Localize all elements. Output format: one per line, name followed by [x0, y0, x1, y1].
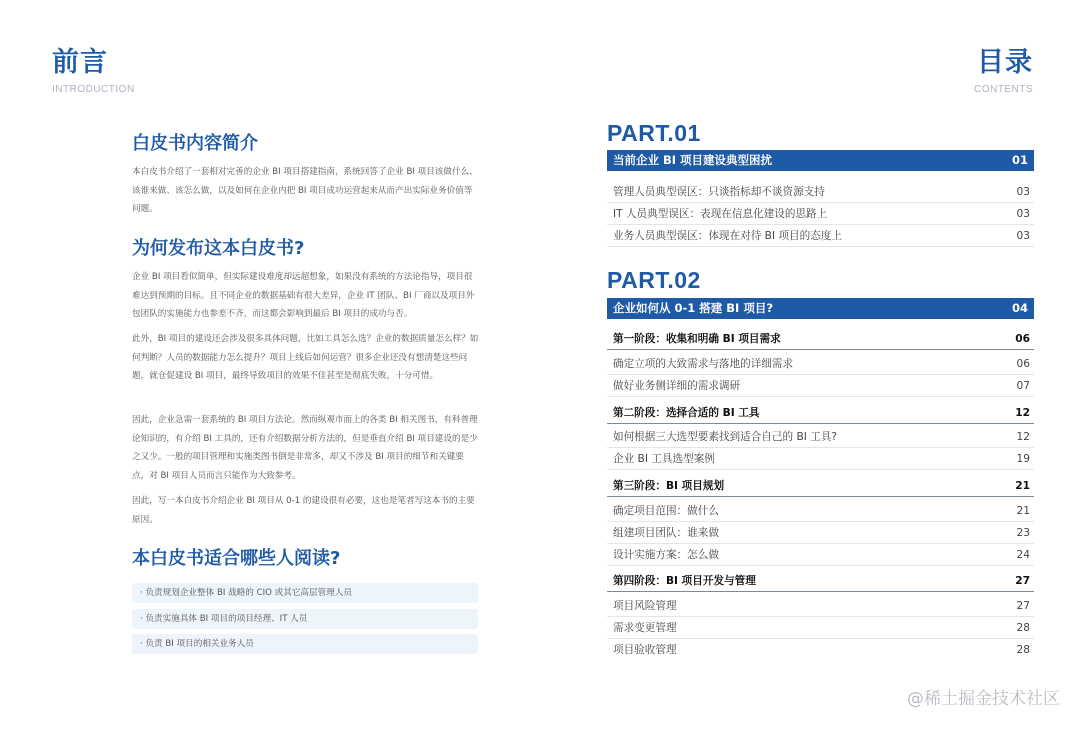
toc-entry-page: 12	[1016, 431, 1030, 443]
toc-entry-page: 07	[1016, 380, 1030, 392]
toc-entry[interactable]	[607, 203, 1034, 225]
toc-entry[interactable]	[607, 375, 1034, 397]
why-paragraph-4: 因此，写一本白皮书介绍企业 BI 项目从 0-1 的建设很有必要，这也是笔者写这本书的主要原因。	[132, 496, 475, 525]
toc-stage-page: 06	[1015, 333, 1030, 345]
contents-header-subtitle: CONTENTS	[974, 84, 1033, 95]
toc-stage[interactable]	[607, 328, 1034, 350]
toc-entry-title: 业务人员典型误区：体现在对待 BI 项目的态度上	[613, 230, 843, 242]
toc-stage-page: 12	[1015, 407, 1030, 419]
toc-entry-title: 组建项目团队：谁来做	[613, 527, 719, 539]
toc-entry-page: 24	[1016, 549, 1030, 561]
toc-entry-page: 21	[1016, 505, 1030, 517]
toc-part-bar[interactable]	[607, 150, 1034, 171]
why-paragraph-3: 因此，企业急需一套系统的 BI 项目方法论。然而纵观市面上的各类 BI 相关图书，有科普理论知识的，有介绍 BI 工具的，还有介绍数据分析方法的，但是垂直介绍 BI 项目建设的是少之又少。一般的项目管理和实施类图书倒是非常多，却又不涉及 BI 项目的细节和关键要点，对 BI 项目人员而言只能作为大致参考。	[132, 415, 478, 481]
toc-stage-title: 第二阶段：选择合适的 BI 工具	[613, 407, 760, 419]
toc-stage[interactable]	[607, 402, 1034, 424]
toc-entry-title: 设计实施方案：怎么做	[613, 549, 719, 561]
toc-entry-title: 确定立项的大致需求与落地的详细需求	[613, 358, 794, 370]
contents-header-title: 目录	[977, 47, 1033, 78]
toc-entry[interactable]	[607, 544, 1034, 566]
intro-header-title: 前言	[52, 47, 108, 78]
section-title-overview: 白皮书内容简介	[132, 133, 258, 154]
toc-stage-title: 第四阶段：BI 项目开发与管理	[613, 575, 756, 587]
toc-entry-title: 项目验收管理	[613, 644, 677, 656]
section-title-audience: 本白皮书适合哪些人阅读?	[132, 548, 341, 569]
toc-entry-title: 需求变更管理	[613, 622, 677, 634]
toc-part-title: 企业如何从 0-1 搭建 BI 项目?	[613, 301, 774, 315]
toc-entry-page: 28	[1016, 622, 1030, 634]
overview-paragraph: 本白皮书介绍了一套相对完善的企业 BI 项目搭建指南，系统回答了企业 BI 项目该做什么、该谁来做、该怎么做，以及如何在企业内把 BI 项目成功运营起来从而产出实际业务价值等问题。	[132, 167, 478, 214]
toc-entry[interactable]	[607, 595, 1034, 617]
toc-stage[interactable]	[607, 475, 1034, 497]
toc-entry[interactable]	[607, 426, 1034, 448]
toc-entry[interactable]	[607, 617, 1034, 639]
toc-entry[interactable]	[607, 181, 1034, 203]
toc-part-bar[interactable]	[607, 298, 1034, 319]
toc-entry[interactable]	[607, 522, 1034, 544]
audience-item: · 负责实施具体 BI 项目的项目经理、IT 人员	[132, 609, 478, 629]
why-paragraph-2: 此外，BI 项目的建设还会涉及很多具体问题，比如工具怎么选？企业的数据质量怎么样？如何判断？人员的数据能力怎么提升？项目上线后如何运营？很多企业还没有想清楚这些问题，就仓促建设 BI 项目，最终导致项目的效果不佳甚至是彻底失败，十分可惜。	[132, 334, 479, 381]
audience-item: · 负责规划企业整体 BI 战略的 CIO 或其它高层管理人员	[132, 583, 478, 603]
audience-item: · 负责 BI 项目的相关业务人员	[132, 634, 478, 654]
toc-stage-title: 第一阶段：收集和明确 BI 项目需求	[613, 333, 781, 345]
watermark: @稀土掘金技术社区	[907, 689, 1060, 709]
toc-entry-page: 27	[1016, 600, 1030, 612]
toc-entry-page: 03	[1016, 186, 1030, 198]
toc-entry-page: 06	[1016, 358, 1030, 370]
toc-entry-title: 企业 BI 工具选型案例	[613, 453, 715, 465]
toc-stage-page: 27	[1015, 575, 1030, 587]
intro-header-subtitle: INTRODUCTION	[52, 84, 135, 95]
section-title-why: 为何发布这本白皮书?	[132, 238, 305, 259]
toc-entry[interactable]	[607, 225, 1034, 247]
toc-part-page: 01	[1011, 153, 1028, 167]
toc-part-title: 当前企业 BI 项目建设典型困扰	[613, 153, 773, 167]
toc-entry-title: 做好业务侧详细的需求调研	[613, 380, 741, 392]
toc-entry[interactable]	[607, 500, 1034, 522]
toc-entry-title: 确定项目范围：做什么	[613, 505, 719, 517]
toc-entry-title: 管理人员典型误区：只谈指标却不谈资源支持	[613, 186, 825, 198]
part-label: PART.02	[607, 267, 701, 293]
toc-entry-page: 28	[1016, 644, 1030, 656]
toc-entry-page: 23	[1016, 527, 1030, 539]
why-paragraph-1: 企业 BI 项目看似简单，但实际建设难度却远超想象，如果没有系统的方法论指导，项目很难达到预期的目标。且不同企业的数据基础有很大差异，企业 IT 团队、BI 厂商以及项目外包团队的实施能力也参差不齐，而这都会影响到最后 BI 项目的成功与否。	[132, 272, 475, 319]
toc-entry-title: 如何根据三大选型要素找到适合自己的 BI 工具?	[613, 431, 838, 443]
toc-entry[interactable]	[607, 353, 1034, 375]
part-label: PART.01	[607, 120, 701, 146]
toc-entry-page: 03	[1016, 208, 1030, 220]
toc-entry-page: 03	[1016, 230, 1030, 242]
toc-stage-title: 第三阶段：BI 项目规划	[613, 480, 725, 492]
toc-stage-page: 21	[1015, 480, 1030, 492]
toc-entry-title: 项目风险管理	[613, 600, 677, 612]
toc-entry[interactable]	[607, 639, 1034, 661]
toc-entry[interactable]	[607, 448, 1034, 470]
toc-stage[interactable]	[607, 570, 1034, 592]
toc-part-page: 04	[1011, 301, 1028, 315]
toc-entry-page: 19	[1016, 453, 1030, 465]
toc-entry-title: IT 人员典型误区：表现在信息化建设的思路上	[613, 208, 828, 220]
